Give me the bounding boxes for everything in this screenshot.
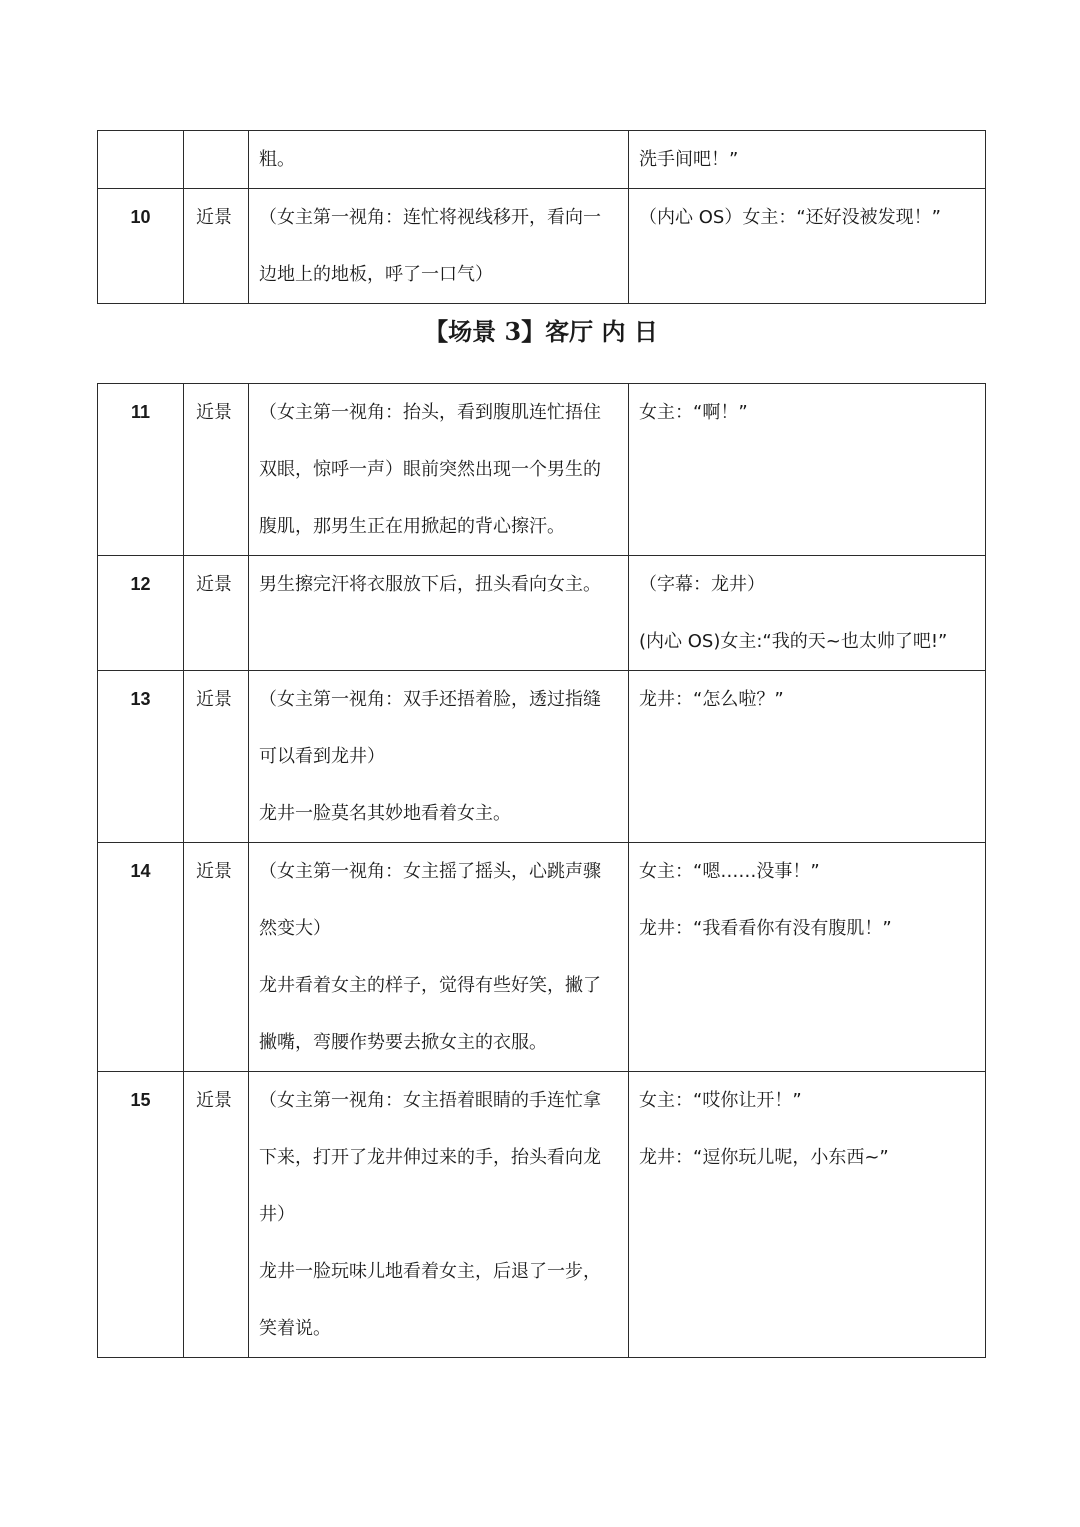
description-line: 双眼，惊呼一声）眼前突然出现一个男生的 — [259, 459, 601, 480]
shot-number: 13 — [98, 671, 184, 843]
dialogue-line: 女主：“嗯……没事！” — [639, 861, 820, 882]
description-line: 龙井一脸莫名其妙地看着女主。 — [259, 803, 511, 824]
description-line: （女主第一视角：连忙将视线移开，看向一 — [259, 207, 601, 228]
shot-type: 近景 — [184, 384, 249, 556]
top-shot-table — [97, 130, 986, 304]
description-line: 龙井一脸玩味儿地看着女主，后退了一步， — [259, 1261, 601, 1282]
shot-number: 15 — [98, 1072, 184, 1358]
shot-type: 近景 — [184, 671, 249, 843]
description-line: 撇嘴，弯腰作势要去掀女主的衣服。 — [259, 1032, 547, 1053]
shot-description — [249, 843, 629, 1072]
shot-description — [249, 1072, 629, 1358]
dialogue-line: （内心 OS）女主：“还好没被发现！” — [639, 207, 941, 228]
shot-number: 11 — [98, 384, 184, 556]
shot-number — [98, 131, 184, 189]
shot-row — [98, 189, 986, 304]
shot-dialogue — [629, 384, 986, 556]
description-line: 下来，打开了龙井伸过来的手，抬头看向龙 — [259, 1147, 601, 1168]
shot-type: 近景 — [184, 1072, 249, 1358]
scene-heading: 【场景 3】客厅 内 日 — [424, 317, 658, 346]
shot-type: 近景 — [184, 843, 249, 1072]
shot-description — [249, 384, 629, 556]
shot-row — [98, 384, 986, 556]
shot-type: 近景 — [184, 189, 249, 304]
dialogue-line: (内心 OS)女主:“我的天~也太帅了吧!” — [639, 631, 948, 652]
description-line: 然变大） — [259, 918, 331, 939]
shot-number: 14 — [98, 843, 184, 1072]
shot-row — [98, 556, 986, 671]
shot-dialogue — [629, 1072, 986, 1358]
dialogue-line: （字幕：龙井） — [639, 574, 765, 595]
shot-description — [249, 131, 629, 189]
description-line: 笑着说。 — [259, 1318, 331, 1339]
dialogue-line: 龙井：“逗你玩儿呢，小东西~” — [639, 1147, 889, 1168]
shot-dialogue — [629, 131, 986, 189]
description-line: 井） — [259, 1204, 295, 1225]
shot-dialogue — [629, 843, 986, 1072]
main-shot-table — [97, 383, 986, 1358]
description-line: 粗。 — [259, 149, 295, 170]
description-line: 腹肌，那男生正在用掀起的背心擦汗。 — [259, 516, 565, 537]
shot-row — [98, 1072, 986, 1358]
shot-number: 12 — [98, 556, 184, 671]
shot-dialogue — [629, 189, 986, 304]
shot-number: 10 — [98, 189, 184, 304]
shot-description — [249, 671, 629, 843]
shot-type — [184, 131, 249, 189]
description-line: 边地上的地板，呼了一口气） — [259, 264, 493, 285]
shot-row — [98, 843, 986, 1072]
dialogue-line: 女主：“哎你让开！” — [639, 1090, 802, 1111]
description-line: 男生擦完汗将衣服放下后，扭头看向女主。 — [259, 574, 601, 595]
shot-type: 近景 — [184, 556, 249, 671]
dialogue-line: 龙井：“怎么啦？” — [639, 689, 784, 710]
description-line: （女主第一视角：双手还捂着脸，透过指缝 — [259, 689, 601, 710]
dialogue-line: 洗手间吧！” — [639, 149, 739, 170]
shot-dialogue — [629, 556, 986, 671]
description-line: 龙井看着女主的样子，觉得有些好笑，撇了 — [259, 975, 601, 996]
shot-dialogue — [629, 671, 986, 843]
shot-description — [249, 556, 629, 671]
shot-description — [249, 189, 629, 304]
shot-row — [98, 671, 986, 843]
description-line: （女主第一视角：女主摇了摇头，心跳声骤 — [259, 861, 601, 882]
description-line: （女主第一视角：抬头，看到腹肌连忙捂住 — [259, 402, 601, 423]
shot-row — [98, 131, 986, 189]
description-line: 可以看到龙井） — [259, 746, 385, 767]
description-line: （女主第一视角：女主捂着眼睛的手连忙拿 — [259, 1090, 601, 1111]
dialogue-line: 龙井：“我看看你有没有腹肌！” — [639, 918, 892, 939]
dialogue-line: 女主：“啊！” — [639, 402, 748, 423]
